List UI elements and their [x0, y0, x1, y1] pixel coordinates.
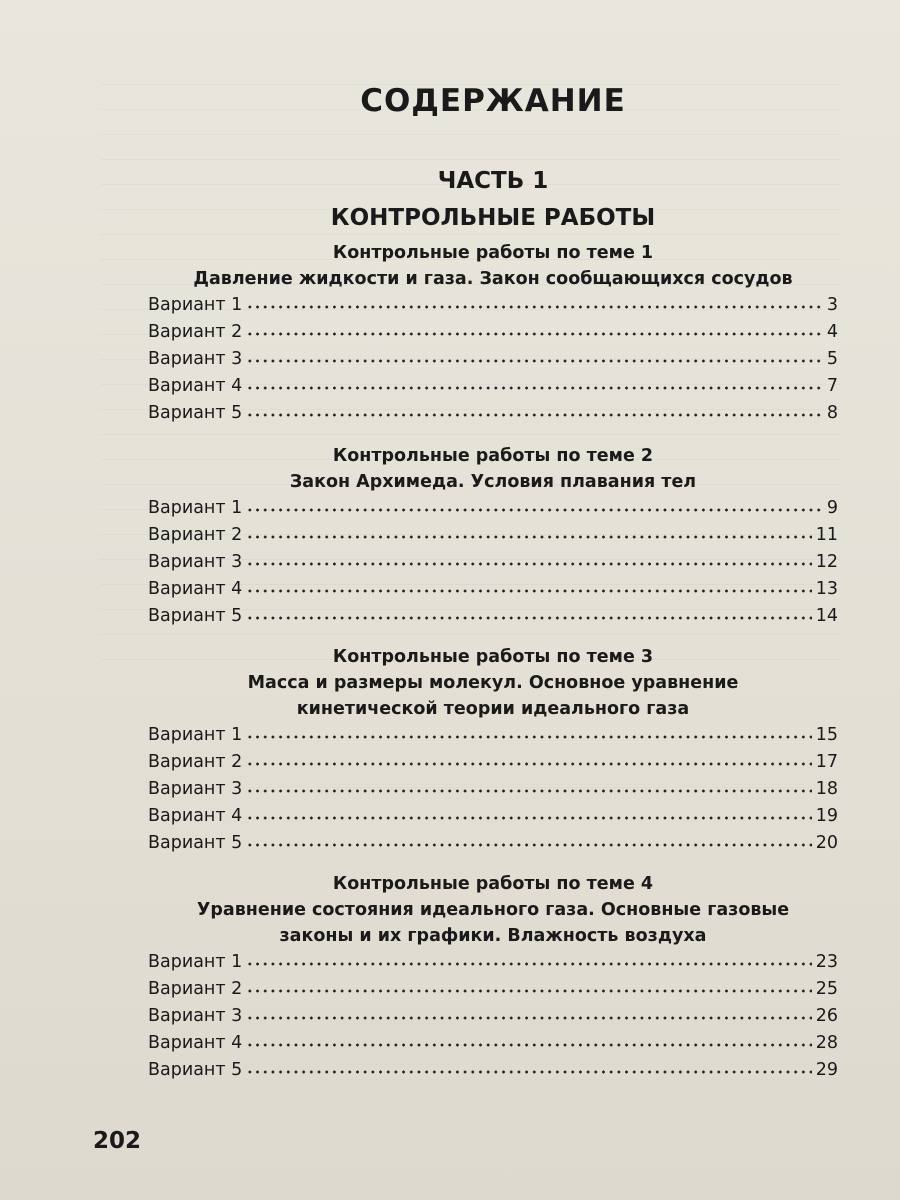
toc-entry[interactable] [148, 1030, 838, 1057]
toc-entry[interactable] [148, 576, 838, 603]
toc-entry-name: Вариант 4 [148, 1033, 243, 1053]
toc-entry-name: Вариант 1 [148, 498, 243, 518]
theme-title-line: кинетической теории идеального газа [296, 699, 690, 719]
toc-entry-page: 14 [815, 606, 838, 626]
toc-entry-name: Вариант 3 [148, 1006, 243, 1026]
toc-entry[interactable] [148, 976, 838, 1003]
toc-entry-name: Вариант 4 [148, 806, 243, 826]
toc-entry-page: 23 [815, 952, 838, 972]
toc-entry-page: 15 [815, 725, 838, 745]
toc-entry[interactable] [148, 522, 838, 549]
toc-theme [148, 240, 838, 427]
part-title: ЧАСТЬ 1 [437, 168, 549, 194]
toc-entry-page: 26 [815, 1006, 838, 1026]
toc-entry-name: Вариант 2 [148, 752, 243, 772]
toc-entry-name: Вариант 1 [148, 952, 243, 972]
toc-entry-name: Вариант 5 [148, 606, 243, 626]
toc-entry[interactable] [148, 749, 838, 776]
theme-label: Контрольные работы по теме 2 [332, 446, 654, 466]
toc-entry-name: Вариант 1 [148, 295, 243, 315]
toc-entry-name: Вариант 2 [148, 525, 243, 545]
dot-leader [246, 833, 811, 848]
toc-entry-page: 20 [815, 833, 838, 853]
toc-entry[interactable] [148, 495, 838, 522]
toc-entry-name: Вариант 5 [148, 1060, 243, 1080]
page-title: СОДЕРЖАНИЕ [360, 83, 626, 119]
dot-leader [246, 979, 811, 994]
toc-entry[interactable] [148, 400, 838, 427]
toc-entry[interactable] [148, 373, 838, 400]
toc-entry-name: Вариант 5 [148, 833, 243, 853]
toc-entry[interactable] [148, 830, 838, 857]
toc-entry-page: 4 [826, 322, 838, 342]
dot-leader [246, 1006, 811, 1021]
toc-entry[interactable] [148, 319, 838, 346]
toc-entry-page: 18 [815, 779, 838, 799]
toc-entry[interactable] [148, 776, 838, 803]
toc-theme [148, 443, 838, 630]
dot-leader [246, 606, 811, 621]
toc-entry-name: Вариант 1 [148, 725, 243, 745]
dot-leader [246, 1033, 811, 1048]
toc-entry[interactable] [148, 346, 838, 373]
toc-entry-name: Вариант 2 [148, 322, 243, 342]
toc-entry-name: Вариант 3 [148, 779, 243, 799]
theme-title-line: Закон Архимеда. Условия плавания тел [289, 472, 697, 492]
dot-leader [246, 349, 823, 364]
dot-leader [246, 579, 811, 594]
dot-leader [246, 403, 823, 418]
dot-leader [246, 952, 811, 967]
dot-leader [246, 752, 811, 767]
toc-entry-page: 7 [826, 376, 838, 396]
themes-list [148, 240, 838, 1084]
toc-entry-page: 5 [826, 349, 838, 369]
theme-label: Контрольные работы по теме 3 [332, 647, 654, 667]
toc-entry-name: Вариант 5 [148, 403, 243, 423]
toc-entry[interactable] [148, 549, 838, 576]
table-of-contents [148, 80, 838, 1084]
toc-entry-page: 28 [815, 1033, 838, 1053]
toc-entry-name: Вариант 3 [148, 552, 243, 572]
toc-entry-page: 19 [815, 806, 838, 826]
toc-entry[interactable] [148, 292, 838, 319]
dot-leader [246, 1060, 811, 1075]
dot-leader [246, 322, 823, 337]
toc-entry[interactable] [148, 949, 838, 976]
toc-entry[interactable] [148, 722, 838, 749]
dot-leader [246, 525, 811, 540]
toc-entry-page: 11 [815, 525, 838, 545]
toc-entry-page: 25 [815, 979, 838, 999]
toc-entry[interactable] [148, 1057, 838, 1084]
theme-title-line: законы и их графики. Влажность воздуха [279, 926, 707, 946]
theme-heading [148, 871, 838, 949]
dot-leader [246, 806, 811, 821]
toc-entry-page: 29 [815, 1060, 838, 1080]
toc-entry-name: Вариант 4 [148, 579, 243, 599]
theme-title-line: Давление жидкости и газа. Закон сообщающихся сосудов [193, 269, 793, 289]
theme-heading [148, 443, 838, 495]
theme-title-line: Масса и размеры молекул. Основное уравнение [247, 673, 739, 693]
toc-entry-page: 17 [815, 752, 838, 772]
page-number: 202 [93, 1128, 142, 1154]
dot-leader [246, 498, 823, 513]
toc-entry[interactable] [148, 803, 838, 830]
toc-entry-name: Вариант 3 [148, 349, 243, 369]
toc-entry-name: Вариант 4 [148, 376, 243, 396]
theme-heading [148, 240, 838, 292]
toc-theme [148, 871, 838, 1084]
dot-leader [246, 725, 811, 740]
toc-entry-page: 8 [826, 403, 838, 423]
theme-title-line: Уравнение состояния идеального газа. Основные газовые [196, 900, 790, 920]
dot-leader [246, 779, 811, 794]
theme-label: Контрольные работы по теме 1 [332, 243, 654, 263]
dot-leader [246, 552, 811, 567]
dot-leader [246, 376, 823, 391]
toc-entry-name: Вариант 2 [148, 979, 243, 999]
dot-leader [246, 295, 823, 310]
toc-entry[interactable] [148, 1003, 838, 1030]
section-title: КОНТРОЛЬНЫЕ РАБОТЫ [330, 205, 656, 231]
theme-heading [148, 644, 838, 722]
toc-entry-page: 3 [826, 295, 838, 315]
toc-theme [148, 644, 838, 857]
theme-label: Контрольные работы по теме 4 [332, 874, 654, 894]
toc-entry-page: 12 [815, 552, 838, 572]
toc-entry[interactable] [148, 603, 838, 630]
toc-entry-page: 13 [815, 579, 838, 599]
toc-entry-page: 9 [826, 498, 838, 518]
